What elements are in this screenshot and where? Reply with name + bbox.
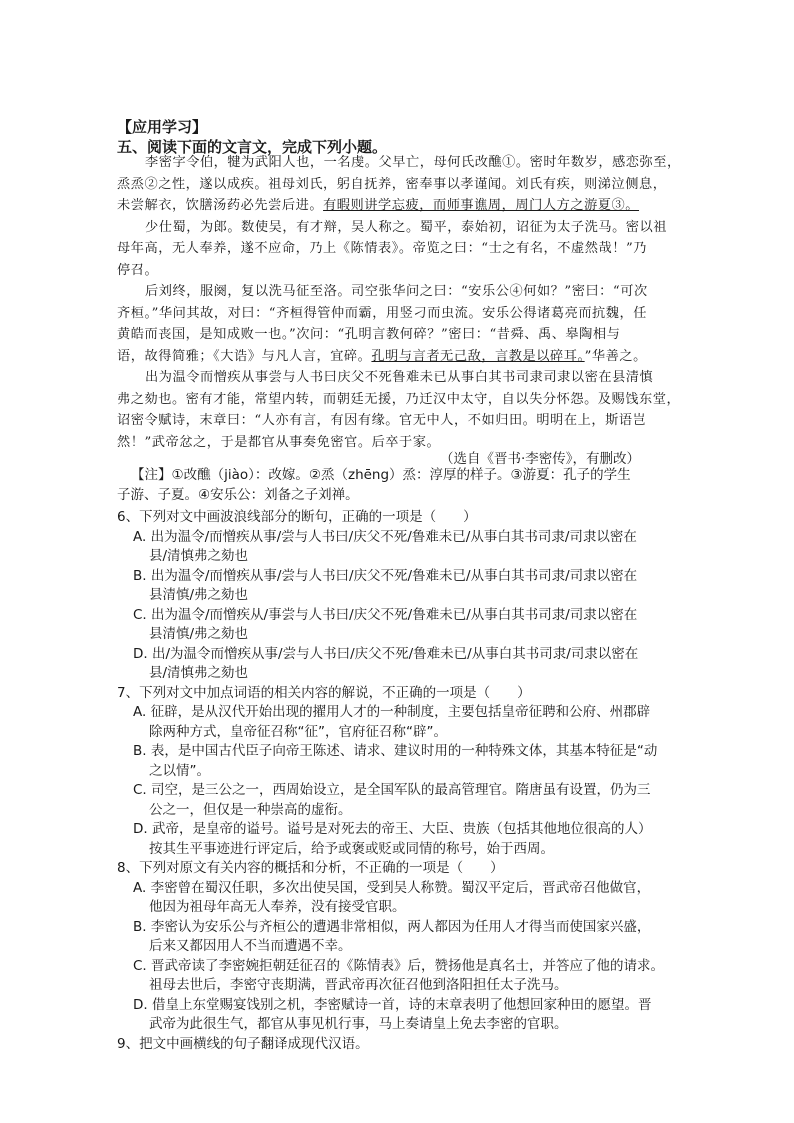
question-7-option-c[interactable]: C. 司空，是三公之一，西周始设立，是全国军队的最高管理官。隋唐虽有设置，仍为三 (133, 782, 651, 798)
question-9-stem: 9、把文中画横线的句子翻译成现代汉语。 (117, 1035, 369, 1052)
option-continuation: 按其生平事迹进行评定后，给予或褒或贬或同情的称号，始于西周。 (149, 840, 554, 857)
passage-line: 烝烝②之性，遂以成疾。祖母刘氏，躬自抚养，密奉事以孝谨闻。刘氏有疾，则涕泣侧息， (117, 176, 667, 192)
question-8-option-a[interactable]: A. 李密曾在蜀汉任职，多次出使吴国，受到吴人称赞。蜀汉平定后，晋武帝召他做官， (133, 879, 651, 896)
question-6-option-b[interactable]: B. 出为温令/而憎疾从事/尝与人书曰/庆父不死/鲁难未已/从事白其书司隶/司隶以密在 (133, 567, 638, 584)
underlined-sentence: 有暇则讲学忘疲，而师事谯周，周门人方之游夏③。 (323, 198, 640, 213)
option-continuation: 县清慎/弗之劾也 (149, 587, 249, 603)
passage-line: 黄皓而丧国，是知成败一也。”次问：“孔明言教何碎？”密曰：“昔舜、禹、皋陶相与 (117, 327, 621, 342)
passage-line: 后刘终，服阕，复以洗马征至洛。司空张华问之曰：“安乐公④何如？”密曰：“可次 (145, 284, 648, 299)
option-continuation: 县/清慎弗之劾也 (149, 548, 249, 564)
note-line: 子游、子夏。④安乐公：刘备之子刘禅。 (117, 486, 359, 503)
question-8-option-c[interactable]: C. 晋武帝读了李密婉拒朝廷征召的《陈情表》后，赞扬他是真名士，并答应了他的请求。 (133, 957, 665, 974)
option-continuation: 公之一，但仅是一种崇高的虚衔。 (149, 801, 352, 818)
passage-text: 未尝解衣，饮膳汤药必先尝后进。 (117, 198, 324, 213)
option-continuation: 祖母去世后，李密守丧期满，晋武帝再次征召他到洛阳担任太子洗马。 (149, 977, 568, 993)
option-continuation: 后来又都因用人不当而遭遇不幸。 (149, 938, 352, 954)
question-6-option-a[interactable]: A. 出为温令/而憎疾从事/尝与人书曰/庆父不死/鲁难未已/从事白其书司隶/司隶以密在 (133, 528, 637, 545)
question-7-stem: 7、下列对文中加点词语的相关内容的解说，不正确的一项是（ ） (117, 684, 531, 701)
passage-line: 然！”武帝忿之，于是都官从事奏免密官。后卒于家。 (117, 434, 441, 450)
question-8-stem: 8、下列对原文有关内容的概括和分析，不正确的一项是（ ） (117, 860, 504, 876)
passage-line: 齐桓。”华问其故，对曰：“齐桓得管仲而霸，用竖刁而虫流。安乐公得诸葛亮而抗魏，任 (117, 305, 648, 321)
option-continuation: 武帝为此很生气，都官从事见机行事，马上奏请皇上免去李密的官职。 (149, 1016, 568, 1032)
passage-line: 李密字令伯，犍为武阳人也，一名虔。父早亡，母何氏改醮①。密时年数岁，感恋弥至， (145, 155, 681, 170)
option-continuation: 除两种方式，皇帝征召称“征”，官府征召称“辟”。 (149, 723, 447, 740)
option-continuation: 他因为祖母年高无人奉养，没有接受官职。 (149, 899, 406, 915)
question-7-option-d[interactable]: D. 武帝，是皇帝的谥号。谥号是对死去的帝王、大臣、贵族（包括其他地位很高的人） (133, 821, 652, 837)
note-line: 【注】①改醮（jiào）：改嫁。②烝（zhēng）烝：淳厚的样子。③游夏：孔子的学生 (131, 467, 631, 483)
classical-passage (117, 152, 681, 453)
passage-line: 母年高，无人奉养，遂不应命，乃上《陈情表》。帝览之曰：“士之有名，不虚然哉！”乃 (117, 241, 648, 256)
passage-line: 停召。 (117, 262, 159, 278)
option-continuation: 县清慎/弗之劾也 (149, 626, 249, 642)
passage-text: 语，故得简雅；《大诰》与凡人言，宜碎。 (117, 348, 372, 364)
question-6-stem: 6、下列对文中画波浪线部分的断句，正确的一项是（ ） (117, 509, 477, 525)
passage-source: （选自《晋书·李密传》，有删改） (440, 451, 641, 467)
question-list (117, 508, 697, 1054)
question-6-option-c[interactable]: C. 出为温令/而憎疾从/事尝与人书曰/庆父不死/鲁难未已/从事白其书司隶/司隶以密在 (133, 606, 638, 623)
section-tag: 【应用学习】 (117, 118, 208, 136)
question-7-option-b[interactable]: B. 表，是中国古代臣子向帝王陈述、请求、建议时用的一种特殊文体，其基本特征是“动 (133, 743, 658, 759)
passage-line: 少仕蜀，为郎。数使吴，有才辩，吴人称之。蜀平，泰始初，诏征为太子洗马。密以祖 (145, 219, 668, 235)
section-title: 五、阅读下面的文言文，完成下列小题。 (117, 138, 388, 156)
underlined-sentence: 孔明与言者无己敌，言教是以碎耳。 (371, 348, 585, 364)
annotation-notes (117, 466, 697, 505)
question-7-option-a[interactable]: A. 征辟，是从汉代开始出现的擢用人才的一种制度，主要包括皇帝征聘和公府、州郡辟 (133, 704, 651, 720)
passage-line-wavy: 出为温令而憎疾从事尝与人书曰庆父不死鲁难未已从事白其书司隶司隶以密在县清慎 (145, 370, 654, 385)
question-8-option-b[interactable]: B. 李密认为安乐公与齐桓公的遭遇非常相似，两人都因为任用人才得当而使国家兴盛， (133, 918, 651, 935)
passage-text: ”华善之。 (584, 348, 647, 364)
passage-line: 诏密令赋诗，末章曰：“人亦有言，有因有缘。官无中人，不如归田。明明在上，斯语岂 (117, 413, 647, 428)
passage-line (117, 346, 677, 368)
question-6-option-d[interactable]: D. 出/为温令而憎疾从事/尝与人书曰/庆父不死/鲁难未已/从事白其书司隶/司隶以密在 (133, 645, 639, 662)
passage-line: 弗之劾也。密有才能，常望内转，而朝廷无援，乃迁汉中太守，自以失分怀怨。及赐饯东堂， (117, 391, 681, 407)
passage-line (117, 195, 677, 217)
question-8-option-d[interactable]: D. 借皇上东堂赐宴饯别之机，李密赋诗一首，诗的末章表明了他想回家种田的愿望。晋 (133, 996, 652, 1013)
option-continuation: 县/清慎弗之劾也 (149, 665, 249, 681)
option-continuation: 之以情”。 (149, 762, 210, 779)
